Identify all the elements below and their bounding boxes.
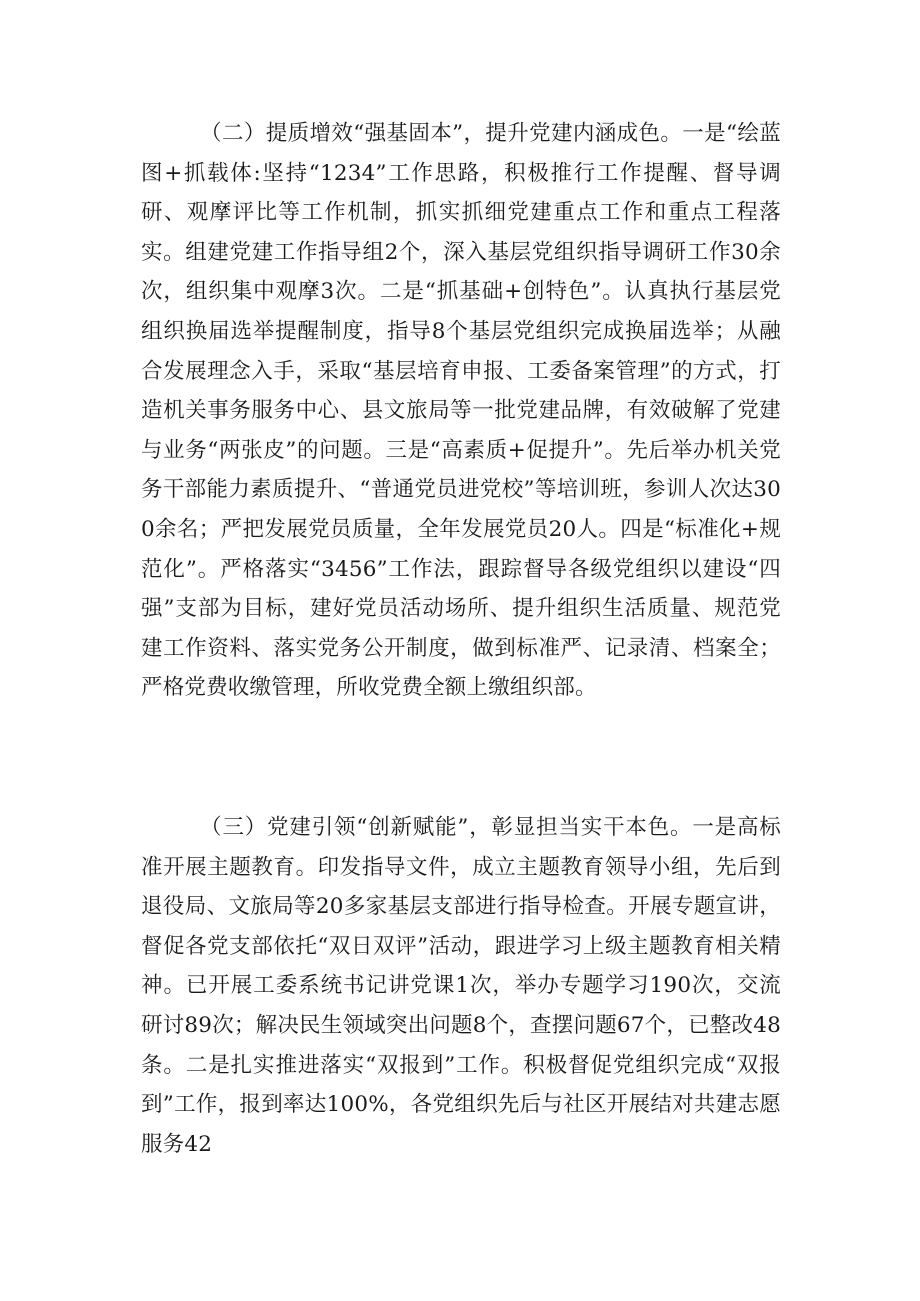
paragraph-party-building-innovation: （三）党建引领“创新赋能”，彰显担当实干本色。一是高标准开展主题教育。印发指导文件，成立主题教育领导小组，先后到退役局、文旅局等20多家基层支部进行指导检查。开展专题宣讲，督促各党支部依托“双日双评”活动，跟进学习上级主题教育相关精神。已开展工委系统书记讲党课1次，举办专题学习190次，交流研讨89次；解决民生领域突出问题8个，查摆问题67个，已整改48条。二是扎实推进落实“双报到”工作。积极督促党组织完成“双报到”工作，报到率达100%，各党组织先后与社区开展结对共建志愿服务42 [141,815,781,1157]
paragraph-party-building-quality: （二）提质增效“强基固本”，提升党建内涵成色。一是“绘蓝图+抓载体:坚持“1234”工作思路，积极推行工作提醒、督导调研、观摩评比等工作机制，抓实抓细党建重点工作和重点工程落实。组建党建工作指导组2个，深入基层党组织指导调研工作30余次，组织集中观摩3次。二是“抓基础+创特色”。认真执行基层党组织换届选举提醒制度，指导8个基层党组织完成换届选举；从融合发展理念入手，采取“基层培育申报、工委备案管理”的方式，打造机关事务服务中心、县文旅局等一批党建品牌，有效破解了党建与业务“两张皮”的问题。三是“高素质+促提升”。先后举办机关党务干部能力素质提升、“普通党员进党校”等培训班，参训人次达300余名；严把发展党员质量，全年发展党员20人。四是“标准化+规范化”。严格落实“3456”工作法，跟踪督导各级党组织以建设“四强”支部为目标，建好党员活动场所、提升组织生活质量、规范党建工作资料、落实党务公开制度，做到标准严、记录清、档案全；严格党费收缴管理，所收党费全额上缴组织部。 [141,121,781,701]
